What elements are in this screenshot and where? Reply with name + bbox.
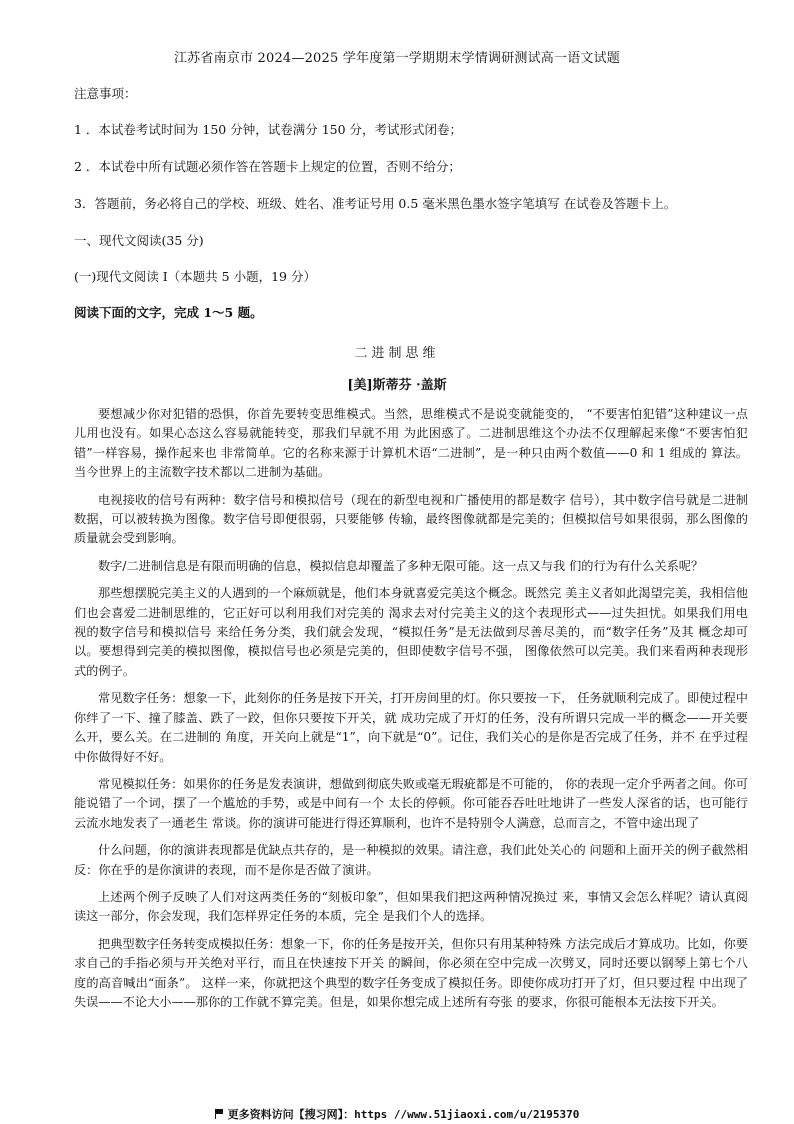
reading-instruction: 阅读下面的文字，完成 1～5 题。 <box>74 305 263 320</box>
article-paragraph: 上述两个例子反映了人们对这两类任务的“刻板印象”，但如果我们把这两种情况换过 来，事情又会怎么样呢？请认真阅读这一部分，你会发现，我们怎样界定任务的本质，完全 是我们个人的选择。 <box>74 889 748 924</box>
article-author: [美]斯蒂芬 ·盖斯 <box>347 378 447 393</box>
article-title: 二进制思维 <box>354 346 440 361</box>
footer-link[interactable] <box>0 1106 794 1122</box>
article-paragraph: 把典型数字任务转变成模拟任务：想象一下，你的任务是按开关，但你只有用某种特殊 方法完成后才算成功。比如，你要求自己的手指必须与开关绝对平行，而且在快速按下开关 的瞬间，你必须在空中完成一次劈叉，同时还要以钢琴上第七个八度的高音喊出“面条”。 这样一来，你就把这个典型的数字任务变成了模拟任务。即使你成功打开了灯，但只要过程 中出现了失误——不论大小——那你的工作就不算完美。但是，如果你想完成上述所有夸张 的要求，你很可能根本无法按下开关。 <box>74 936 748 1009</box>
section-heading-sub-one: (一)现代文阅读 Ⅰ（本题共 5 小题，19 分） <box>74 269 316 284</box>
article-paragraph: 电视接收的信号有两种：数字信号和模拟信号（现在的新型电视和广播使用的都是数字 信号），其中数字信号就是二进制数据，可以被转换为图像。数字信号即便很弱，只要能够 传输，最终图像就都是完美的；但模拟信号如果很弱，那么图像的质量就会受到影响。 <box>74 492 748 546</box>
note-item-1: 1 ．本试卷考试时间为 150 分钟，试卷满分 150 分，考试形式闭卷； <box>74 122 463 137</box>
flag-icon <box>215 1109 224 1119</box>
section-heading-part-one: 一、现代文阅读(35 分) <box>74 233 204 248</box>
article-body <box>74 405 748 1020</box>
footer-text[interactable]: 更多资料访问【搜习网】：https //www.51jiaoxi.com/u/2195370 <box>227 1108 580 1121</box>
exam-title: 江苏省南京市 2024—2025 学年度第一学期期末学情调研测试高一语文试题 <box>173 51 621 66</box>
article-paragraph: 数字/二进制信息是有限而明确的信息，模拟信息却覆盖了多种无限可能。这一点又与我 们的行为有什么关系呢？ <box>98 558 704 573</box>
notes-heading: 注意事项： <box>74 86 137 101</box>
note-item-2: 2 ．本试卷中所有试题必须作答在答题卡上规定的位置，否则不给分； <box>74 159 461 174</box>
article-paragraph: 要想减少你对犯错的恐惧，你首先要转变思维模式。当然，思维模式不是说变就能变的， “不要害怕犯错”这种建议一点儿用也没有。如果心态这么容易就能转变，那我们早就不用 为此困惑了。二进制思维这个办法不仅理解起来像“不要害怕犯错”一样容易，操作起来也 非常简单。它的名称来源于计算机术语“二进制”，是一种只由两个数值——0 和 1 组成的 算法。当今世界上的主流数字技术都以二进制为基础。 <box>74 407 748 480</box>
article-paragraph: 什么问题，你的演讲表现都是优缺点共存的，是一种模拟的效果。请注意，我们此处关心的 问题和上面开关的例子截然相反：你在乎的是你演讲的表现，而不是你是否做了演讲。 <box>74 843 748 877</box>
note-item-3: 3．答题前，务必将自己的学校、班级、姓名、准考证号用 0.5 毫米黑色墨水签字笔填写 在试卷及答题卡上。 <box>74 196 677 211</box>
article-paragraph: 常见模拟任务：如果你的任务是发表演讲，想做到彻底失败或毫无瑕疵都是不可能的， 你的表现一定介乎两者之间。你可能说错了一个词，摆了一个尴尬的手势，或是中间有一个 太长的停顿。你可能吞吞吐吐地讲了一些发人深省的话，也可能行云流水地发表了一通老生 常谈。你的演讲可能进行得还算顺利，也许不是特别令人满意，总而言之，不管中途出现了 <box>74 776 748 830</box>
article-paragraph: 常见数字任务：想象一下，此刻你的任务是按下开关，打开房间里的灯。你只要按一下， 任务就顺利完成了。即使过程中你绊了一下、撞了膝盖、跌了一跤，但你只要按下开关，就 成功完成了开灯的任务，没有所谓只完成一半的概念——开关要么开，要么关。在二进制的 角度，开关向上就是“1”，向下就是“0”。记住，我们关心的是你是否完成了任务，并不 在乎过程中你做得好不好。 <box>74 691 748 764</box>
article-paragraph: 那些想摆脱完美主义的人遇到的一个麻烦就是，他们本身就喜爱完美这个概念。既然完 美主义者如此渴望完美，我相信他们也会喜爱二进制思维的，它正好可以利用我们对完美的 渴求去对付完美主义的这个表现形式——过失担忧。如果我们用电视的数字信号和模拟信号 来给任务分类，我们就会发现，“模拟任务”是无法做到尽善尽美的，而“数字任务”及其 概念却可以。要想得到完美的模拟图像，模拟信号也必须是完美的，但即使数字信号不强， 图像依然可以完美。我们来看两种表现形式的例子。 <box>74 586 748 678</box>
